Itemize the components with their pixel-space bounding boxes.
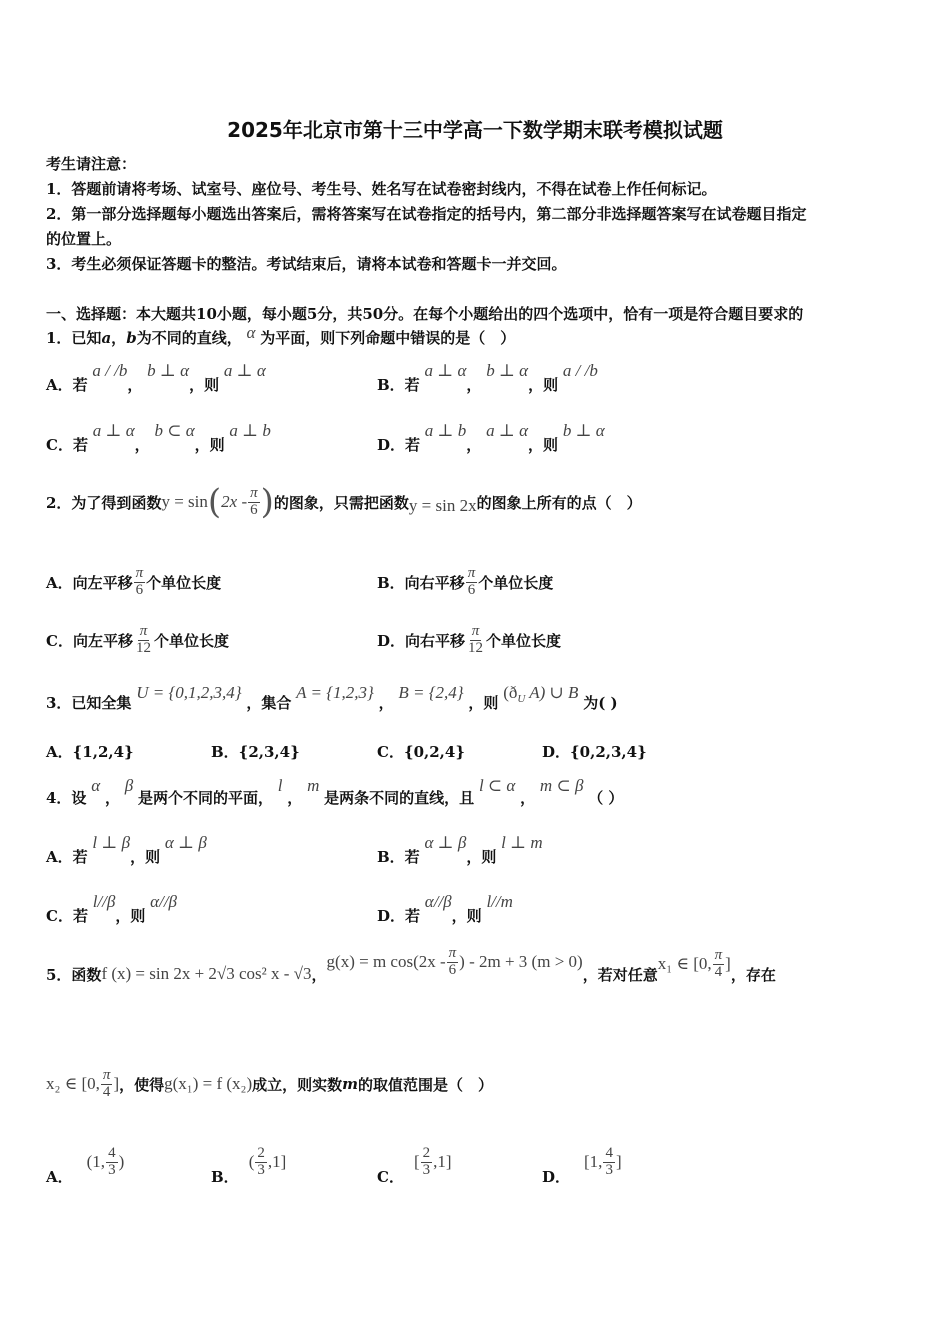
q1-text3: 为平面，则下列命题中错误的是（ ） [260, 329, 516, 347]
math-expr: a / /b [562, 361, 598, 380]
option-label: A．向左平移 [46, 573, 133, 592]
math-expr: x₁ ∈ [0, [657, 954, 712, 974]
q1-text: 1．已知 [46, 329, 102, 347]
then-text: ，则 [451, 907, 482, 925]
option-text: 个单位长度 [153, 631, 229, 650]
option-label: A．若 [46, 848, 88, 866]
math-expr: l ⊂ α [478, 776, 516, 795]
section-heading: 一、选择题：本大题共10小题，每小题5分，共50分。在每个小题给出的四个选项中，恰有一项是符合题目要求的 [46, 305, 804, 323]
option-label: D．若 [377, 436, 421, 454]
math-expr: U = {0,1,2,3,4} [136, 683, 242, 702]
math-expr: b ⊂ α [154, 421, 195, 440]
math-expr: a ⊥ α [223, 361, 266, 380]
q5-option-c[interactable] [377, 1145, 452, 1186]
q2-text3: 的图象上所有的点（ ） [476, 493, 642, 512]
option-label: B．若 [377, 848, 420, 866]
math-expr: α ⊥ β [424, 833, 467, 852]
fraction: $\frac{4}{3}$ [605, 1145, 613, 1178]
q5-option-b[interactable] [211, 1145, 287, 1186]
q3-text3: ，则 [468, 694, 499, 712]
math-expr: y = sin 2x [408, 496, 477, 515]
q4-comma: ， [104, 789, 120, 807]
q1-option-d[interactable]: D．若 a ⊥ b， a ⊥ α，则 b ⊥ α [377, 421, 605, 454]
math-expr: A) ∪ B [525, 683, 579, 702]
q5-comma: ， [311, 965, 327, 984]
fraction: $\frac{\pi}{12}$ [135, 623, 151, 656]
math-expr: (ð [503, 683, 518, 702]
q5-text3: ，存在 [730, 965, 776, 984]
q1-alpha: α [246, 323, 256, 342]
math-expr: [ [413, 1152, 420, 1172]
math-sub: U [517, 693, 526, 705]
then-text: ，则 [466, 848, 497, 866]
math-expr: b ⊥ α [562, 421, 605, 440]
math-expr: a ⊥ b [424, 421, 467, 440]
option-label: B．向右平移 [377, 573, 465, 592]
q5-option-a[interactable] [46, 1145, 125, 1186]
math-expr: ,1] [267, 1152, 287, 1172]
q2-option-c[interactable] [46, 624, 229, 657]
q5-var-m: m [342, 1075, 359, 1094]
then-text: ，则 [194, 436, 225, 454]
option-text: 个单位长度 [486, 631, 562, 650]
option-label: C．若 [46, 907, 88, 925]
math-expr: a / /b [92, 361, 128, 380]
question-1-stem [46, 323, 516, 348]
notice-item-2a: 2．第一部分选择题每小题选出答案后，需将答案写在试卷指定的括号内，第二部分非选择题答案写在试卷题目指定 [46, 205, 807, 223]
q1-option-c[interactable]: C．若 a ⊥ α， b ⊂ α，则 a ⊥ b [46, 421, 271, 454]
fraction: $\frac{\pi}{6}$ [467, 565, 476, 598]
q5-text: 5．函数 [46, 965, 102, 984]
math-expr: b ⊥ α [486, 361, 529, 380]
question-2-stem: 2．为了得到函数 y = sin ( 2x - $\frac{\pi}{6}$ ) 的图象，只需把函数 y = sin 2x 的图象上所有的点（ ） [46, 482, 642, 522]
q1-comma: ， [111, 329, 127, 347]
math-expr: g(x₁) = f (x₂) [164, 1074, 253, 1094]
q5-text5: 成立，则实数 [252, 1075, 343, 1094]
q5-text2: ，若对任意 [582, 965, 658, 984]
math-expr: [1, [584, 1152, 603, 1172]
page-title: 2025年北京市第十三中学高一下数学期末联考模拟试题 [227, 118, 723, 142]
option-label: A． [46, 1167, 73, 1186]
then-text: ，则 [130, 848, 161, 866]
question-4-stem [46, 775, 624, 807]
math-expr: m ⊂ β [539, 776, 584, 795]
math-expr: ] [615, 1152, 622, 1172]
option-label: D．若 [377, 907, 421, 925]
math-expr: b ⊥ α [147, 361, 190, 380]
q4-option-b[interactable] [377, 832, 543, 866]
q2-option-a[interactable] [46, 566, 221, 599]
math-expr: B = {2,4} [398, 683, 464, 702]
math-expr: g(x) = m cos(2x - [326, 952, 446, 972]
option-label: C．若 [46, 436, 88, 454]
option-label: C．向左平移 [46, 631, 133, 650]
q4-comma: ， [520, 789, 536, 807]
fraction: $\frac{\pi}{6}$ [135, 565, 144, 598]
fraction: $\frac{\pi}{12}$ [468, 623, 484, 656]
q3-text2: ，集合 [246, 694, 292, 712]
q4-option-c[interactable] [46, 891, 178, 925]
option-label: D． [542, 1167, 571, 1186]
q4-text: 4．设 [46, 789, 87, 807]
fraction: $\frac{\pi}{6}$ [448, 945, 457, 978]
q1-var-a: a [101, 329, 112, 347]
then-text: ，则 [115, 907, 146, 925]
math-expr: l [277, 776, 283, 795]
math-expr: l//β [92, 892, 116, 911]
q3-option-c[interactable]: C．{0,2,4} [377, 743, 465, 761]
q3-text4: 为( ) [583, 694, 618, 712]
math-expr: l ⊥ β [92, 833, 131, 852]
math-expr: ) - 2m + 3 (m > 0) [459, 952, 583, 972]
math-expr: a ⊥ α [486, 421, 529, 440]
fraction: $\frac{2}{3}$ [422, 1145, 431, 1178]
then-text: ，则 [528, 376, 559, 394]
math-expr: x₂ ∈ [0, [46, 1074, 100, 1094]
math-expr: a ⊥ α [92, 421, 135, 440]
math-expr: a ⊥ α [424, 361, 467, 380]
option-label: B． [211, 1167, 239, 1186]
fraction: $\frac{\pi}{4}$ [714, 947, 723, 980]
q2-option-d[interactable] [377, 624, 561, 657]
math-expr: α//β [424, 892, 452, 911]
math-expr: l//m [486, 892, 513, 911]
math-expr: ] [113, 1074, 120, 1094]
option-text: 个单位长度 [478, 573, 554, 592]
question-3-stem [46, 682, 618, 712]
question-5-stem-2 [46, 1068, 493, 1101]
then-text: ，则 [189, 376, 220, 394]
q1-option-b[interactable]: B．若 a ⊥ α， b ⊥ α，则 a / /b [377, 361, 598, 394]
math-expr: y = sin [161, 492, 208, 511]
math-expr: (1, [86, 1152, 106, 1172]
notice-item-1: 1．答题前请将考场、试室号、座位号、考生号、姓名写在试卷密封线内，不得在试卷上作任何标记。 [46, 180, 717, 198]
math-expr: 2x - [221, 492, 248, 511]
fraction: $\frac{4}{3}$ [108, 1145, 116, 1178]
q4-option-d[interactable] [377, 891, 513, 925]
fraction: $\frac{\pi}{6}$ [250, 484, 258, 518]
question-5-stem [46, 945, 776, 991]
math-expr: α//β [150, 892, 178, 911]
math-expr: ,1] [433, 1152, 452, 1172]
q2-text: 2．为了得到函数 [46, 493, 162, 512]
math-expr: β [124, 776, 134, 795]
q4-text2: 是两个不同的平面， [137, 789, 273, 807]
q2-option-b[interactable] [377, 566, 553, 599]
math-expr: ) [118, 1152, 125, 1172]
q3-option-b[interactable]: B．{2,3,4} [211, 743, 300, 761]
q3-option-a[interactable]: A．{1,2,4} [46, 743, 134, 761]
q1-var-b: b [126, 329, 137, 347]
q4-text4: （ ） [588, 789, 624, 807]
option-label: B．若 [377, 376, 420, 394]
notice-item-3: 3．考生必须保证答题卡的整洁。考试结束后，请将本试卷和答题卡一并交回。 [46, 255, 567, 273]
option-label: A．若 [46, 376, 88, 394]
q3-text: 3．已知全集 [46, 694, 132, 712]
q4-option-a[interactable] [46, 832, 207, 866]
q5-text4: ，使得 [119, 1075, 165, 1094]
math-expr: α [91, 776, 101, 795]
math-expr: m [307, 776, 320, 795]
q5-text6: 的取值范围是（ ） [358, 1075, 494, 1094]
q5-option-d[interactable] [542, 1145, 622, 1186]
math-expr: f (x) = sin 2x + 2√3 cos² x - √3 [101, 964, 312, 984]
fraction: $\frac{2}{3}$ [257, 1145, 265, 1178]
math-expr: A = {1,2,3} [296, 683, 374, 702]
math-expr: ( [248, 1152, 255, 1172]
fraction: $\frac{\pi}{4}$ [102, 1067, 111, 1100]
q1-option-a[interactable]: A．若 a / /b， b ⊥ α，则 a ⊥ α [46, 361, 266, 394]
notice-item-2b: 的位置上。 [46, 230, 122, 248]
option-label: D．向右平移 [377, 631, 466, 650]
option-label: C． [377, 1167, 404, 1186]
notice-header: 考生请注意： [46, 155, 137, 173]
q2-text2: 的图象，只需把函数 [273, 493, 409, 512]
math-expr: l ⊥ m [501, 833, 543, 852]
math-expr: a ⊥ b [229, 421, 271, 440]
math-expr: ] [725, 954, 731, 974]
option-text: 个单位长度 [146, 573, 222, 592]
math-expr: α ⊥ β [164, 833, 207, 852]
q3-comma: ， [378, 694, 394, 712]
q4-comma: ， [287, 789, 303, 807]
q1-text2: 为不同的直线， [136, 329, 242, 347]
then-text: ，则 [528, 436, 559, 454]
q3-option-d[interactable]: D．{0,2,3,4} [542, 743, 647, 761]
q4-text3: 是两条不同的直线，且 [324, 789, 475, 807]
